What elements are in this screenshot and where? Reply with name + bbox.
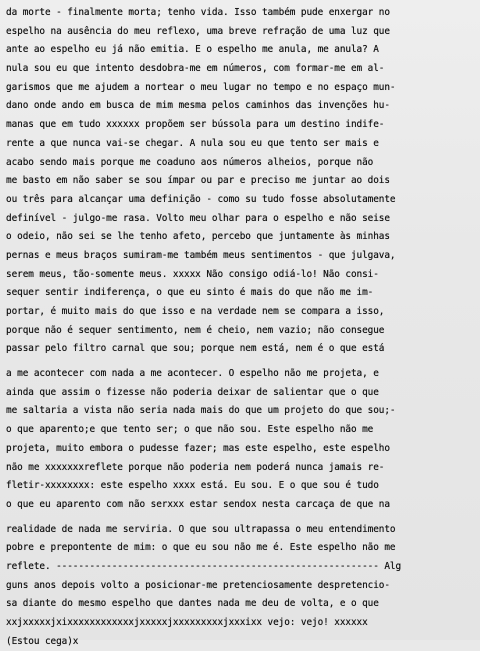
text-line: não me xxxxxxxreflete porque não poderia nem poderá nunca jamais re- bbox=[6, 461, 385, 473]
text-line: ante ao espelho eu já não emitia. E o espelho me anula, me anula? A bbox=[6, 44, 379, 56]
text-line: sa diante do mesmo espelho que dantes nada me deu de volta, e o que bbox=[6, 598, 379, 610]
text-line: me saltaria a vista não seria nada mais do que um projeto do que sou;- bbox=[6, 405, 396, 417]
text-line: garismos que me ajudem a nortear o meu lugar no tempo e no espaço mun- bbox=[6, 81, 396, 93]
text-line: a me acontecer com nada a me acontecer. O espelho não me projeta, e bbox=[6, 368, 379, 380]
text-line: o que eu aparento com não serxxx estar sendox nesta carcaça de que na bbox=[6, 498, 390, 510]
text-line: guns anos depois volto a posicionar-me pretenciosamente despretencio- bbox=[6, 579, 390, 591]
text-line: portar, é muito mais do que isso e na verdade nem se compara a isso, bbox=[6, 306, 385, 317]
text-line: o odeio, não sei se lhe tenho afeto, percebo que juntamente às minhas bbox=[6, 231, 390, 243]
text-line: acabo sendo mais porque me coaduno aos números alheios, porque não bbox=[6, 156, 374, 168]
text-line: ou três para alcançar uma definição - como su tudo fosse absolutamente bbox=[6, 193, 396, 205]
text-line: nula sou eu que intento desdobra-me em números, com formar-me em al- bbox=[6, 63, 385, 75]
text-line: rente a que nunca vai-se chegar. A nula sou eu que tento ser mais e bbox=[6, 137, 379, 149]
text-line: xxjxxxxxjxixxxxxxxxxxxxjxxxxxjxxxxxxxxxjxxxixx vejo: vejo! xxxxxx bbox=[6, 617, 368, 628]
text-line: reflete. ---------------------------------------------------------- Alg bbox=[6, 560, 402, 572]
text-line: ainda que assim o fizesse não poderia deixar de salientar que o que bbox=[6, 386, 379, 398]
text-line: serem meus, tão-somente meus. xxxxx Não consigo odiá-lo! Não consi- bbox=[6, 268, 379, 280]
text-line: manas que em tudo xxxxxx propõem ser bússola para um destino indife- bbox=[6, 119, 385, 131]
text-line: (Estou cega)x bbox=[6, 635, 79, 647]
text-line: realidade de nada me serviria. O que sou ultrapassa o meu entendimento bbox=[6, 523, 396, 535]
text-line: passar pelo filtro carnal que sou; porque nem está, nem é o que está bbox=[6, 343, 385, 355]
text-line: espelho na ausência do meu reflexo, uma breve refração de uma luz que bbox=[6, 25, 390, 37]
text-line: da morte - finalmente morta; tenho vida. Isso também pude enxergar no bbox=[6, 7, 390, 18]
text-line: o que aparento;e que tento ser; o que não sou. Este espelho não me bbox=[6, 424, 374, 436]
typewritten-text-block bbox=[6, 4, 472, 651]
text-line: pernas e meus braços sumiram-me também meus sentimentos - que julgava, bbox=[6, 249, 396, 261]
text-line: me basto em não saber se sou ímpar ou par e preciso me juntar ao dois bbox=[6, 175, 390, 187]
text-line: sequer sentir indiferença, o que eu sinto é mais do que não me im- bbox=[6, 287, 374, 299]
text-line: definível - julgo-me rasa. Volto meu olhar para o espelho e não seise bbox=[6, 212, 390, 224]
text-line: projeta, muito embora o pudesse fazer; mas este espelho, este espelho bbox=[6, 442, 390, 454]
text-line: pobre e prepontente de mim: o que eu sou não me é. Este espelho não me bbox=[6, 542, 396, 554]
text-line: fletir-xxxxxxxx: este espelho xxxx está. Eu sou. E o que sou é tudo bbox=[6, 480, 379, 492]
text-line: dano onde ando em busca de mim mesma pelos caminhos das invenções hu- bbox=[6, 100, 390, 112]
text-line: porque não é sequer sentimento, nem é cheio, nem vazio; não consegue bbox=[6, 324, 385, 336]
